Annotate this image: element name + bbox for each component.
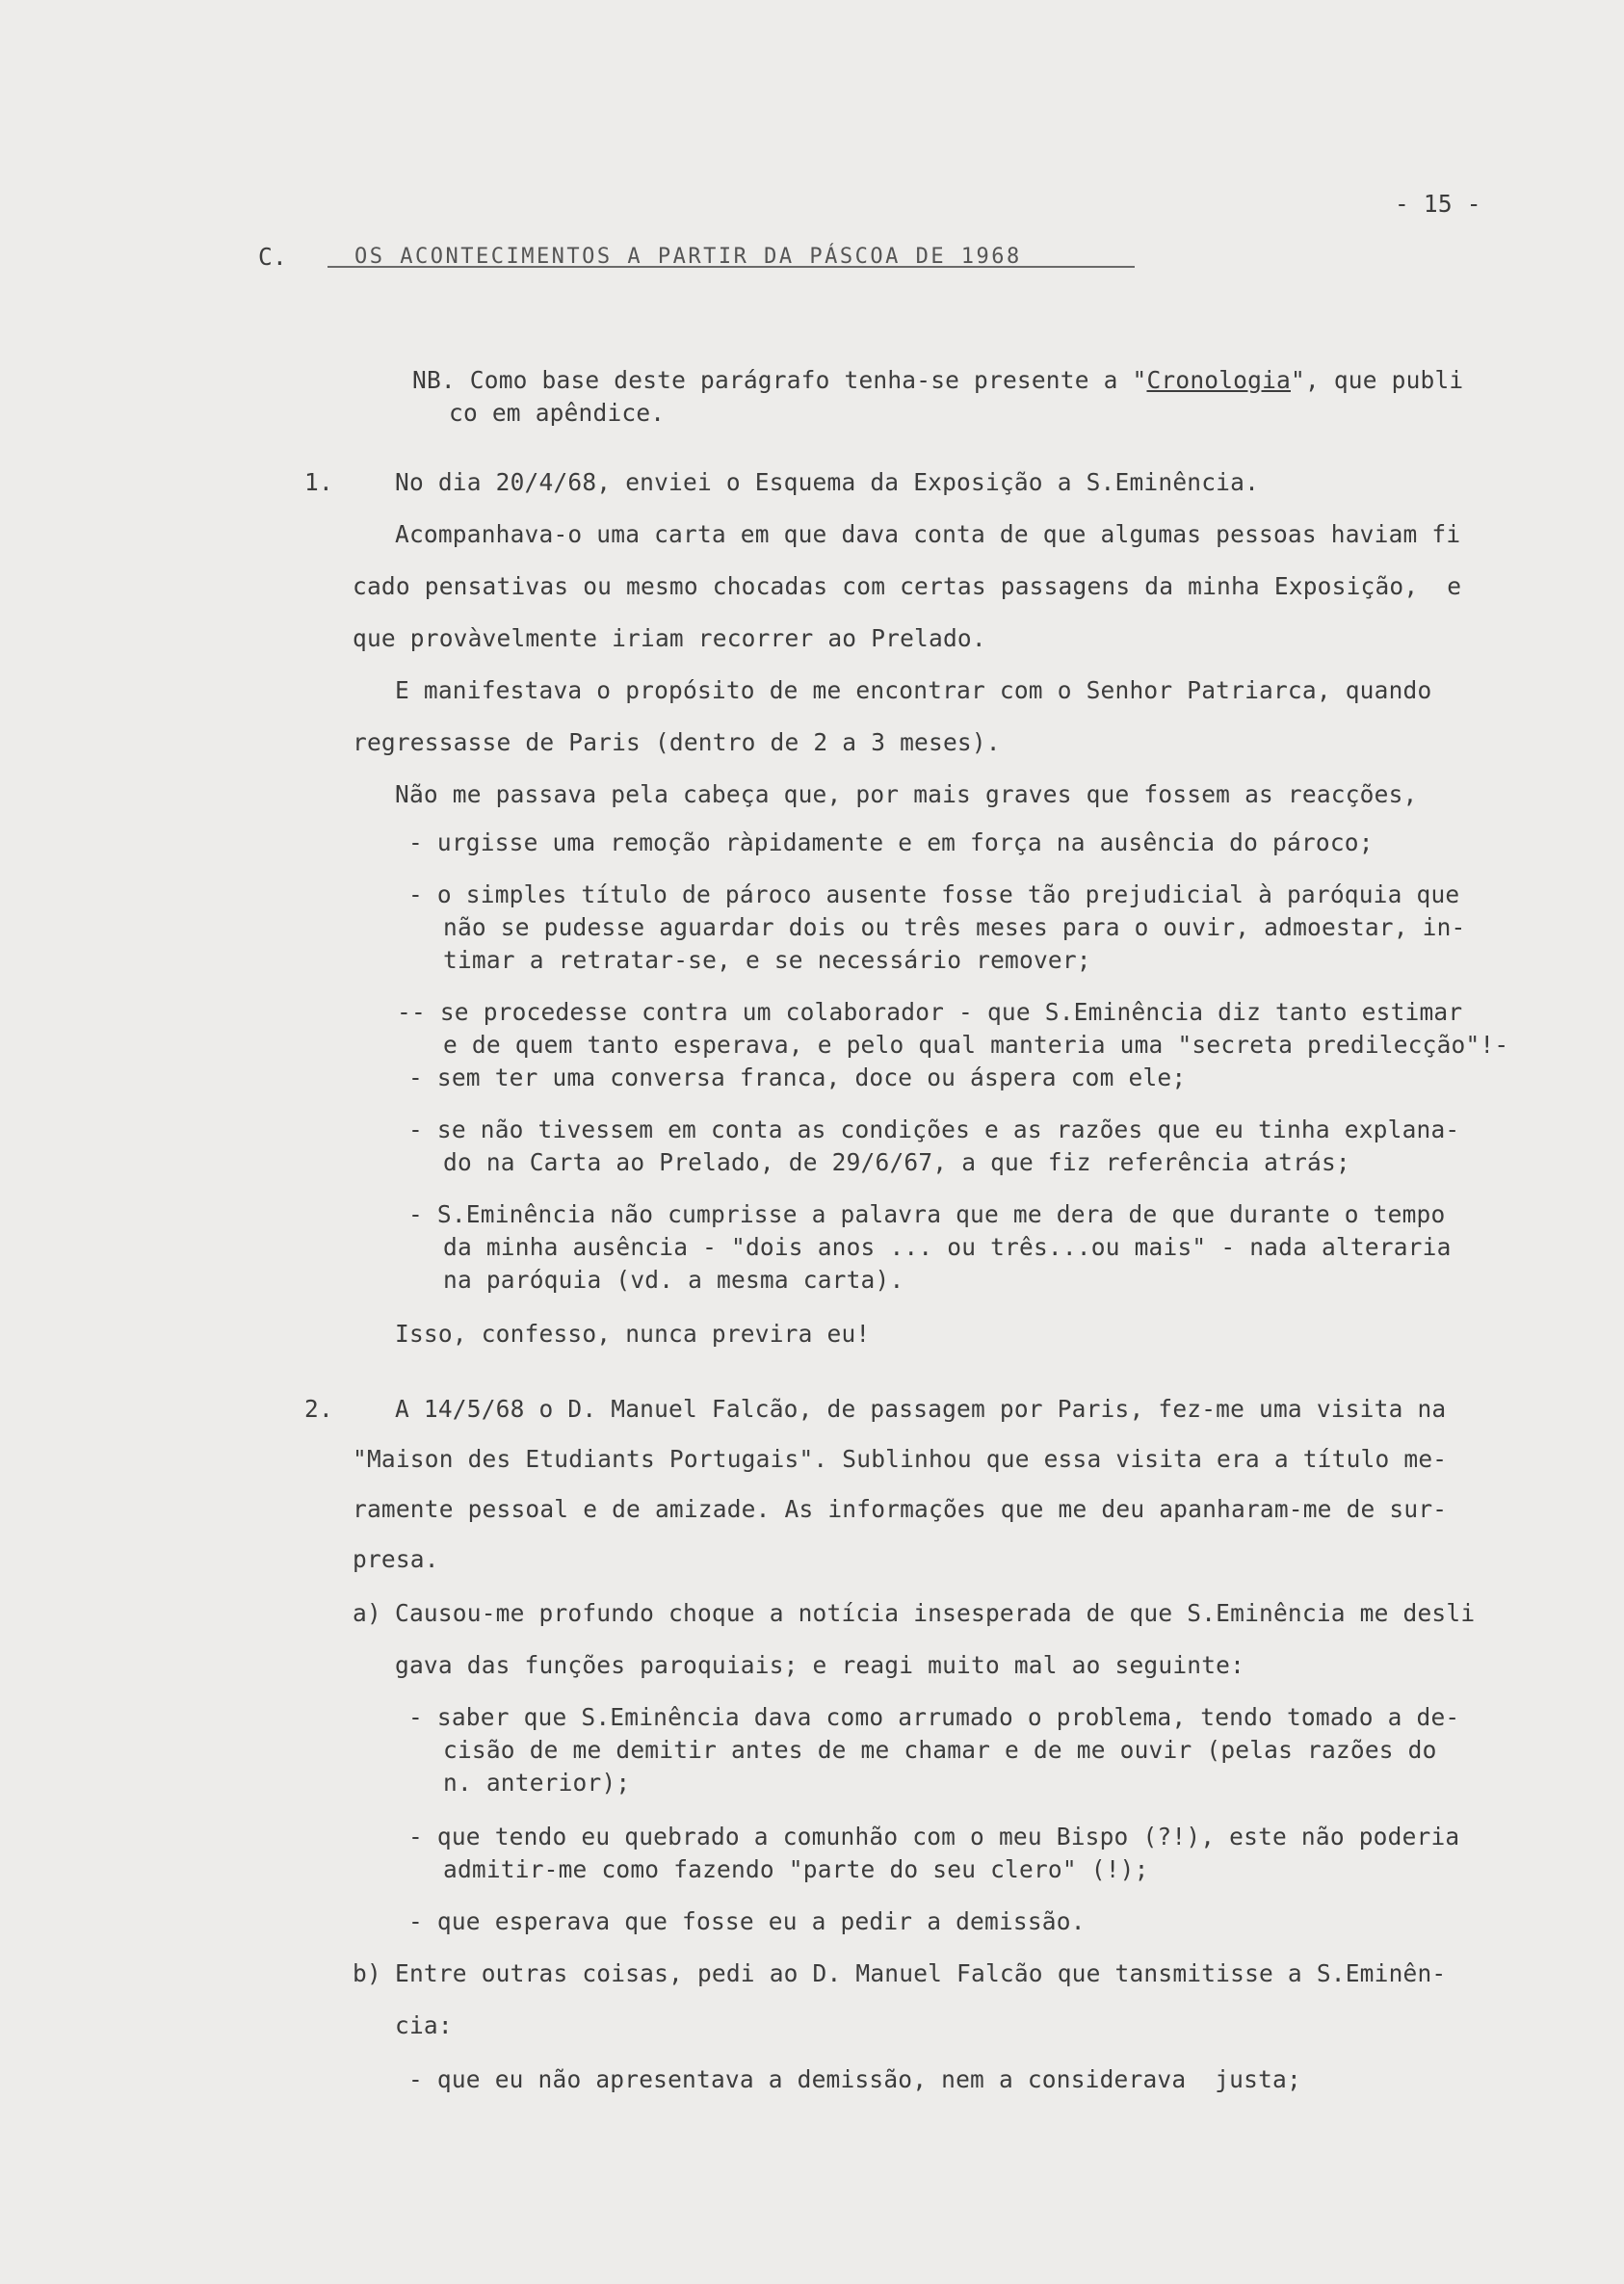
cronologia-link: Cronologia [1146,366,1291,394]
bullet-line: - saber que S.Eminência dava como arrumado o problema, tendo tomado a de- [408,1703,1460,1731]
sub-item-b-line: cia: [395,2011,453,2039]
bullet-line: - urgisse uma remoção ràpidamente e em força na ausência do pároco; [408,828,1374,856]
bullet-line: da minha ausência - "dois anos ... ou três...ou mais" - nada alteraria [443,1233,1452,1261]
item-1-line: que provàvelmente iriam recorrer ao Prelado. [353,624,986,652]
item-1-line: Acompanhava-o uma carta em que dava conta de que algumas pessoas haviam fi [395,520,1461,548]
note-line-1 [412,366,1463,395]
bullet-line: -- se procedesse contra um colaborador - que S.Eminência diz tanto estimar [397,998,1463,1026]
item-2-line: presa. [353,1545,439,1573]
sub-item-a-label: a) [353,1599,381,1627]
item-2-line: ramente pessoal e de amizade. As informações que me deu apanharam-me de sur- [353,1495,1448,1523]
section-title-underline [327,266,1135,268]
bullet-line: admitir-me como fazendo "parte do seu clero" (!); [443,1855,1149,1883]
bullet-line: não se pudesse aguardar dois ou três meses para o ouvir, admoestar, in- [443,913,1466,941]
bullet-line: - o simples título de pároco ausente fosse tão prejudicial à paróquia que [408,880,1460,908]
bullet-line: do na Carta ao Prelado, de 29/6/67, a que fiz referência atrás; [443,1148,1350,1176]
bullet-line: cisão de me demitir antes de me chamar e de me ouvir (pelas razões do [443,1736,1437,1764]
bullet-line: - que esperava que fosse eu a pedir a demissão. [408,1907,1086,1935]
item-1-line: E manifestava o propósito de me encontrar com o Senhor Patriarca, quando [395,676,1432,704]
section-letter: C. [258,243,287,271]
item-2-number: 2. [304,1395,333,1423]
bullet-line: - que eu não apresentava a demissão, nem a considerava justa; [408,2065,1301,2093]
bullet-line: timar a retratar-se, e se necessário remover; [443,946,1091,974]
note-suffix: ", que publi [1290,366,1464,394]
note-line-2: co em apêndice. [449,399,666,427]
sub-item-a-line: gava das funções paroquiais; e reagi muito mal ao seguinte: [395,1651,1245,1679]
item-1-line: Não me passava pela cabeça que, por mais graves que fossem as reacções, [395,780,1418,808]
bullet-line: - sem ter uma conversa franca, doce ou áspera com ele; [408,1063,1187,1091]
bullet-line: na paróquia (vd. a mesma carta). [443,1266,904,1294]
sub-item-b-label: b) [353,1959,381,1987]
section-title: OS ACONTECIMENTOS A PARTIR DA PÁSCOA DE 1968 [354,245,1022,269]
item-2-line: A 14/5/68 o D. Manuel Falcão, de passagem por Paris, fez-me uma visita na [395,1395,1447,1423]
item-2-line: "Maison des Etudiants Portugais". Sublinhou que essa visita era a título me- [353,1445,1448,1473]
item-1-line: cado pensativas ou mesmo chocadas com certas passagens da minha Exposição, e [353,572,1462,600]
bullet-line: - S.Eminência não cumprisse a palavra que me dera de que durante o tempo [408,1200,1446,1228]
bullet-line: - se não tivessem em conta as condições e as razões que eu tinha explana- [408,1116,1460,1143]
note-prefix: NB. Como base deste parágrafo tenha-se presente a " [412,366,1147,394]
item-1-closing: Isso, confesso, nunca previra eu! [395,1320,871,1348]
page-number: - 15 - [1395,190,1481,218]
sub-item-a-line: Causou-me profundo choque a notícia insesperada de que S.Eminência me desli [395,1599,1476,1627]
item-1-number: 1. [304,468,333,496]
bullet-line: e de quem tanto esperava, e pelo qual manteria uma "secreta predilecção"!- [443,1031,1509,1059]
bullet-line: n. anterior); [443,1769,631,1797]
bullet-line: - que tendo eu quebrado a comunhão com o meu Bispo (?!), este não poderia [408,1823,1460,1851]
sub-item-b-line: Entre outras coisas, pedi ao D. Manuel Falcão que tansmitisse a S.Eminên- [395,1959,1447,1987]
item-1-line: No dia 20/4/68, enviei o Esquema da Exposição a S.Eminência. [395,468,1260,496]
item-1-line: regressasse de Paris (dentro de 2 a 3 meses). [353,728,1001,756]
